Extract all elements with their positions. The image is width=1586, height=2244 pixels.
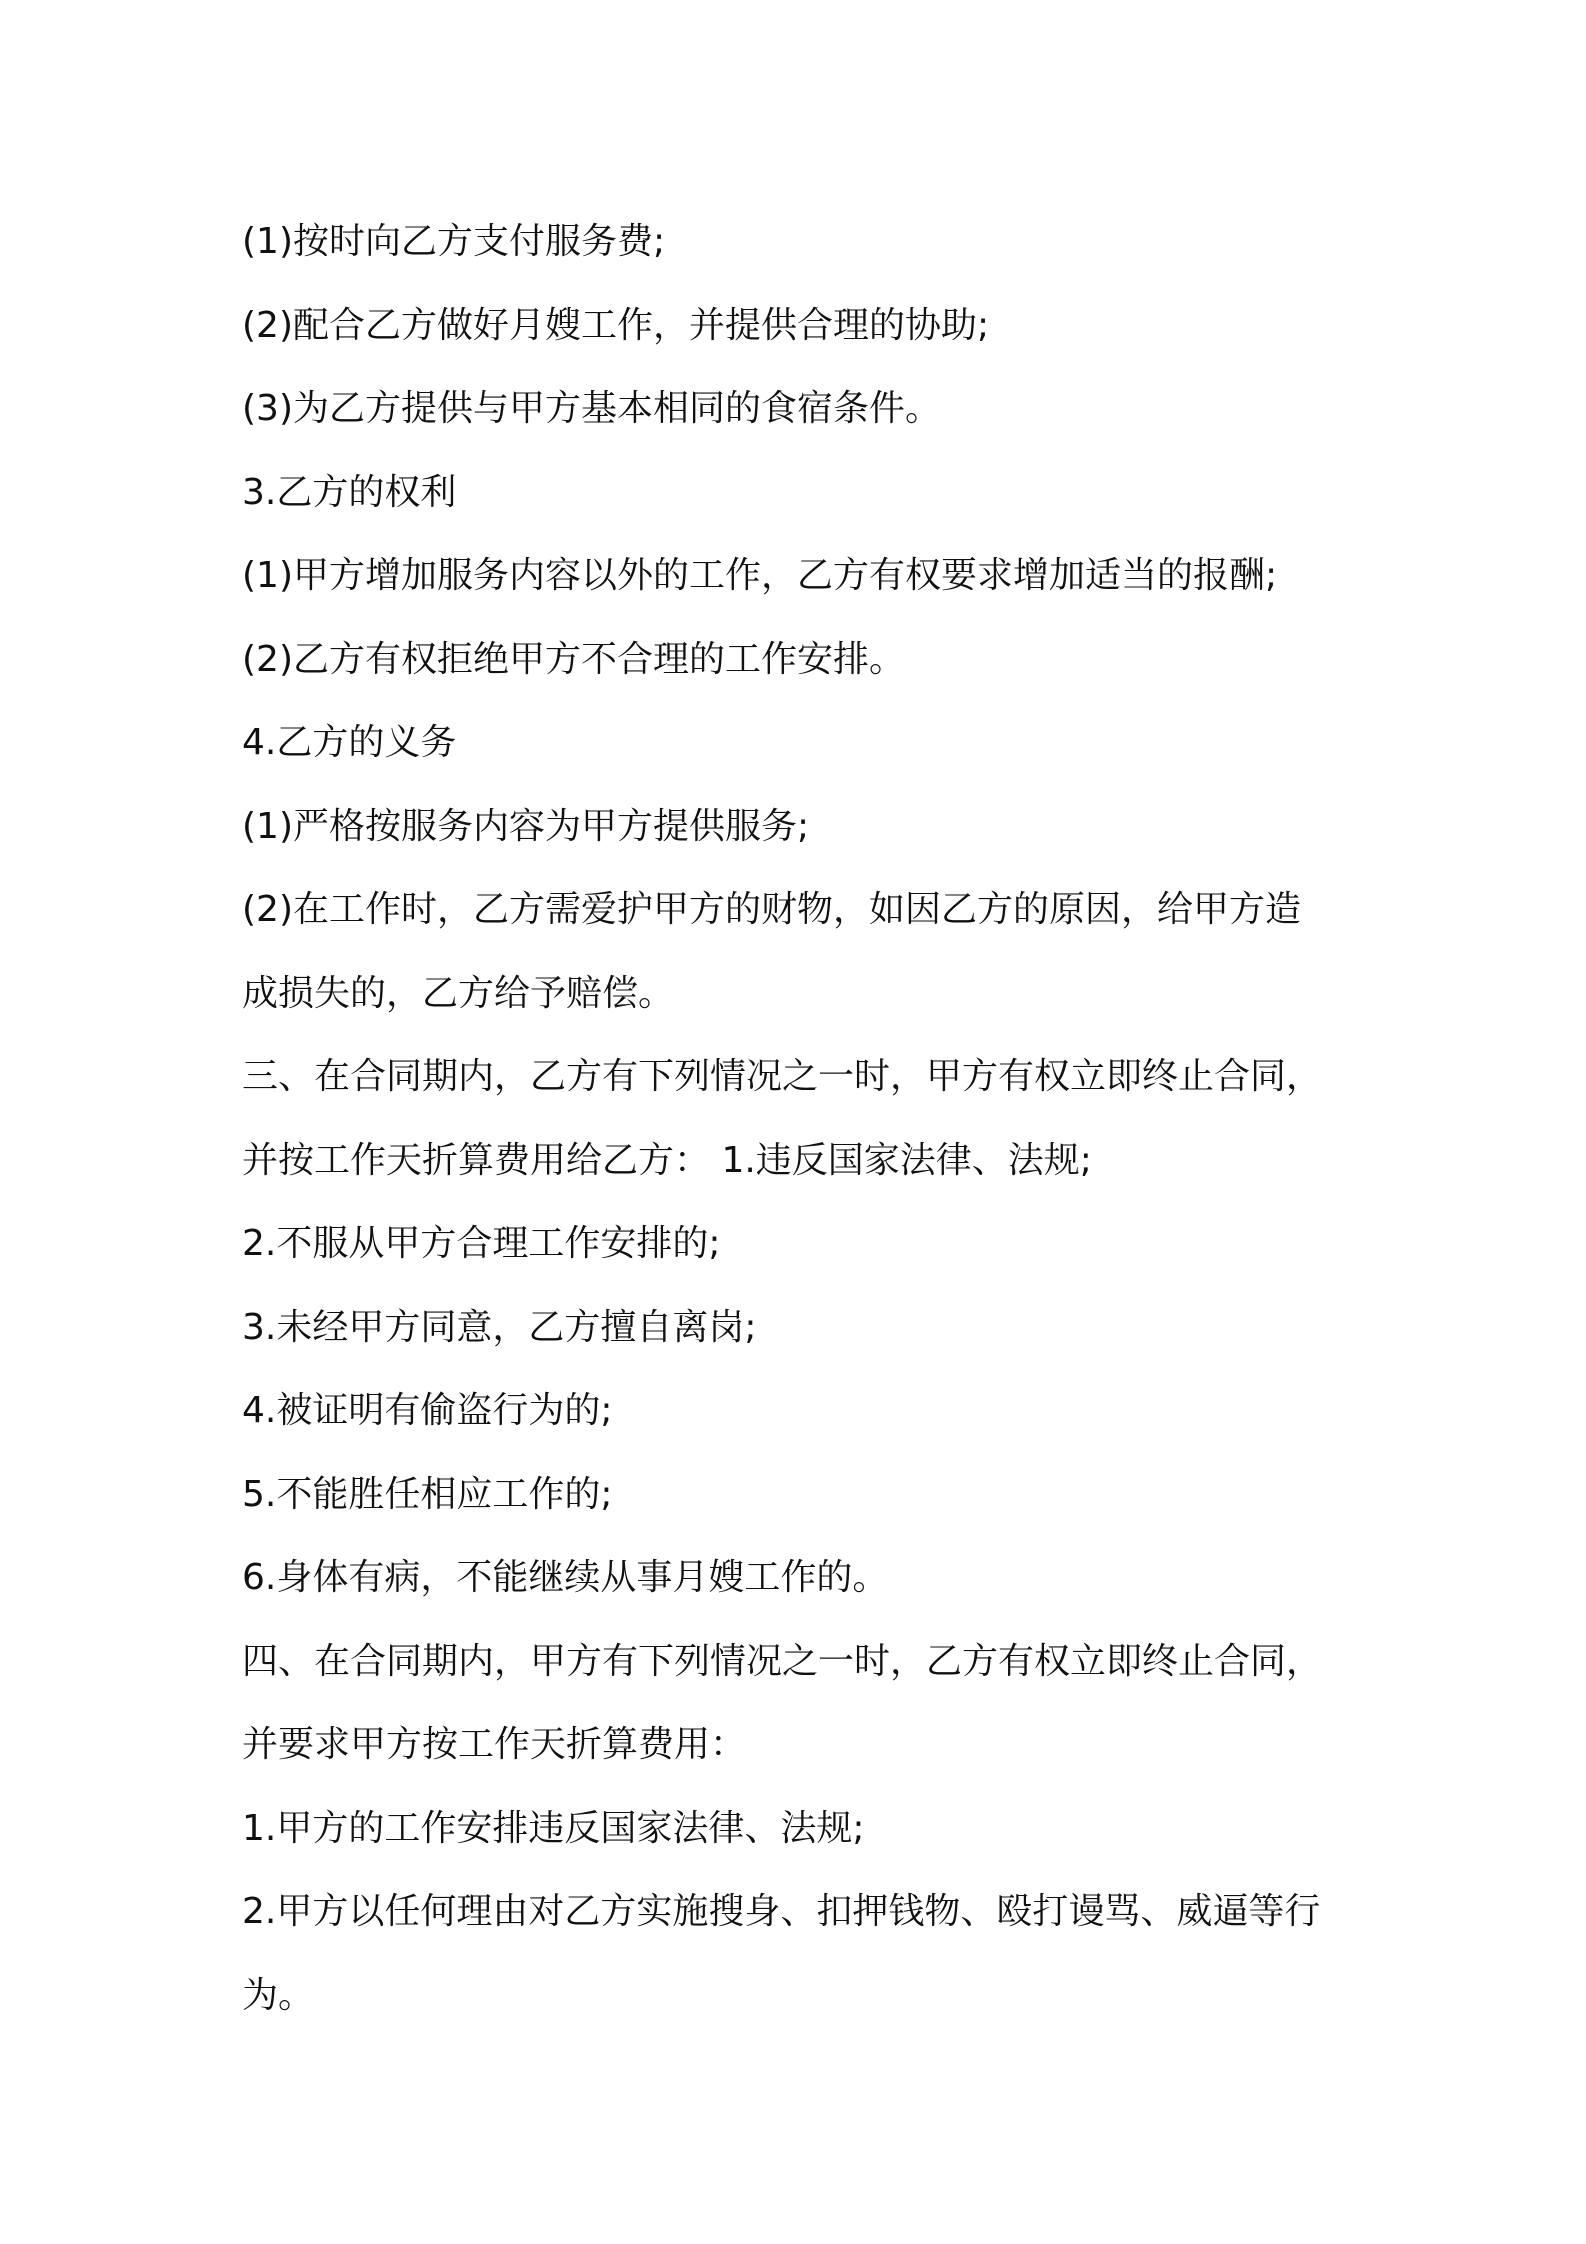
article-line: 四、在合同期内，甲方有下列情况之一时，乙方有权立即终止合同， — [242, 1640, 1323, 1682]
clause-line: (1)严格按服务内容为甲方提供服务; — [242, 805, 810, 847]
clause-line: (2)乙方有权拒绝甲方不合理的工作安排。 — [242, 638, 905, 680]
clause-line: 3.未经甲方同意，乙方擅自离岗; — [242, 1306, 757, 1348]
article-line: 三、在合同期内，乙方有下列情况之一时，甲方有权立即终止合同， — [242, 1056, 1323, 1097]
section-heading: 4.乙方的义务 — [242, 722, 457, 763]
article-line: 并要求甲方按工作天折算费用： — [242, 1724, 747, 1765]
clause-line: (1)甲方增加服务内容以外的工作，乙方有权要求增加适当的报酬; — [242, 555, 1278, 596]
clause-line: 2.甲方以任何理由对乙方实施搜身、扣押钱物、殴打谩骂、威逼等行 — [242, 1891, 1321, 1932]
clause-line: (1)按时向乙方支付服务费; — [242, 221, 666, 262]
clause-line: 为。 — [242, 1974, 315, 2016]
article-line: 并按工作天折算费用给乙方： 1.违反国家法律、法规; — [242, 1139, 1092, 1181]
clause-line: (3)为乙方提供与甲方基本相同的食宿条件。 — [242, 388, 941, 429]
clause-line: 4.被证明有偷盗行为的; — [242, 1390, 613, 1431]
clause-line: 成损失的，乙方给予赔偿。 — [242, 972, 675, 1014]
section-heading: 3.乙方的权利 — [242, 471, 457, 513]
clause-line: 2.不服从甲方合理工作安排的; — [242, 1223, 721, 1264]
clause-line: (2)在工作时，乙方需爱护甲方的财物，如因乙方的原因，给甲方造 — [242, 889, 1301, 930]
document-body — [242, 200, 1362, 2037]
clause-line: 6.身体有病，不能继续从事月嫂工作的。 — [242, 1557, 889, 1598]
clause-line: (2)配合乙方做好月嫂工作，并提供合理的协助; — [242, 304, 990, 346]
clause-line: 1.甲方的工作安排违反国家法律、法规; — [242, 1807, 865, 1849]
clause-line: 5.不能胜任相应工作的; — [242, 1473, 613, 1515]
